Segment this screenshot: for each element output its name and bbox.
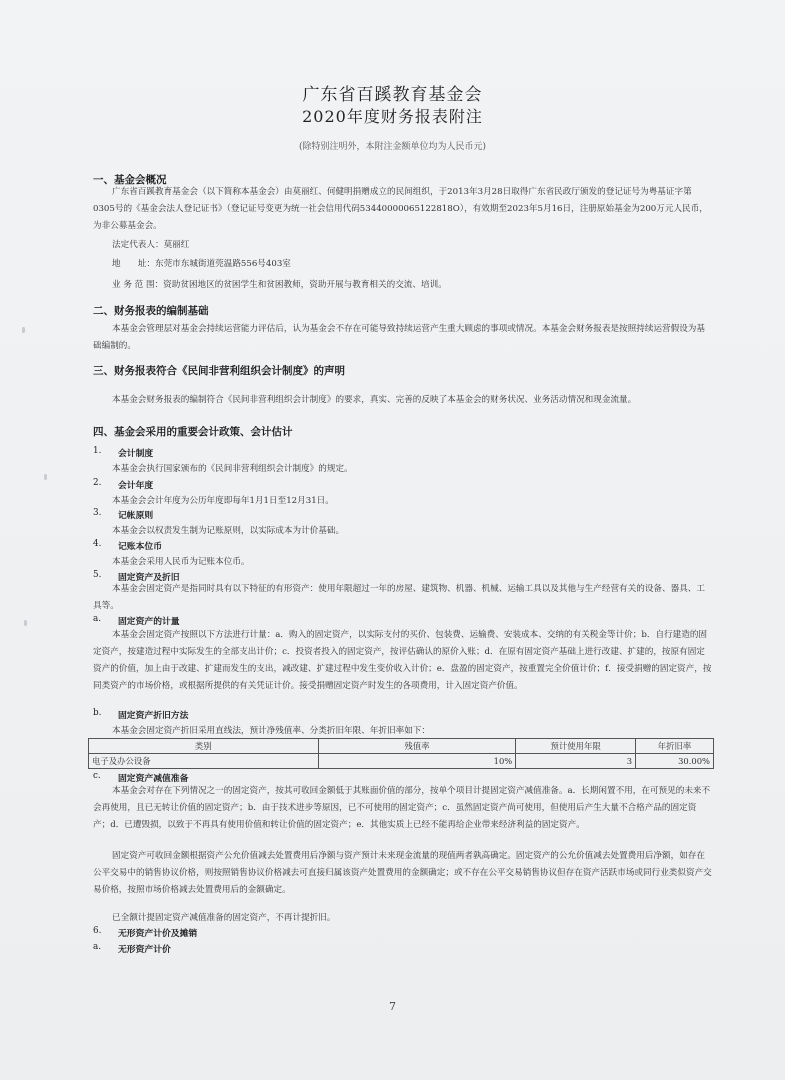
sub-6a-title: 无形资产计价: [118, 945, 171, 955]
scan-speck: [22, 327, 25, 333]
item-3-text: 本基金会以权责发生制为记账原则，以实际成本为计价基础。: [112, 526, 345, 536]
table-cell-category: 电子及办公设备: [89, 754, 319, 769]
item-1-number: 1.: [93, 446, 102, 456]
sub-c-label: c.: [93, 771, 101, 781]
item-2-text: 本基金会会计年度为公历年度即每年1月1日至12月31日。: [112, 496, 334, 506]
item-6-number: 6.: [93, 926, 102, 936]
table-header-category: 类别: [89, 739, 319, 754]
item-1-title: 会计制度: [118, 449, 154, 459]
impairment-paragraph-1: 本基金会对存在下列情况之一的固定资产，按其可收回金额低于其账面价值的部分，按单个项目计提固定资产减值准备。a．长期闲置不用，在可预见的未来不会再使用，且已无转让价值的固定资产；b．由于技术进步等原因，已不可使用的固定资产；c．虽然固定资产尚可使用，但使用后产生大量不合格产品的固定资产；d．已遭毁损，以致于不再具有使用价值和转让价值的固定资产；e．其他实质上已经不能再给企业带来经济利益的固定资产。: [93, 786, 711, 830]
section-3-heading: 三、财务报表符合《民间非营利组织会计制度》的声明: [93, 365, 345, 377]
section-3-paragraph: 本基金会财务报表的编制符合《民间非营利组织会计制度》的要求，真实、完善的反映了本基金会的财务状况、业务活动情况和现金流量。: [112, 395, 637, 405]
sub-b-title: 固定资产折旧方法: [118, 711, 189, 721]
item-4-number: 4.: [93, 539, 102, 549]
table-header-useful-life: 预计使用年限: [516, 739, 636, 754]
table-cell-useful-life: 3: [516, 754, 636, 769]
impairment-paragraph-2: 固定资产可收回金额根据资产公允价值减去处置费用后净额与资产预计未来现金流量的现值两者孰高确定。固定资产的公允价值减去处置费用后净额，如存在公平交易中的销售协议价格，则按照销售协议价格减去可直接归属该资产处置费用的金额确定；或不存在公平交易销售协议但存在资产活跃市场或同行业类似资产交易价格，按照市场价格减去处置费用后的金额确定。: [93, 851, 712, 895]
table-header-row: [89, 739, 714, 754]
business-scope: 业 务 范 围：资助贫困地区的贫困学生和贫困教师，资助开展与教育相关的交流、培训。: [112, 280, 447, 290]
page-number: 7: [389, 1000, 396, 1013]
depreciation-table: [88, 738, 714, 769]
item-3-number: 3.: [93, 508, 102, 518]
legal-representative: 法定代表人：莫丽红: [112, 240, 190, 250]
item-2-number: 2.: [93, 478, 102, 488]
section-2-heading: 二、财务报表的编制基础: [93, 305, 209, 317]
fixed-assets-measurement: 本基金会固定资产按照以下方法进行计量：a．购入的固定资产，以实际支付的买价、包装费、运输费、安装成本、交纳的有关税金等计价；b．自行建造的固定资产，按建造过程中实际发生的全部支出计价；c．投资者投入的固定资产，按评估确认的原价入账；d．在原有固定资产基础上进行改建、扩建的，按原有固定资产的价值，加上由于改建、扩建而发生的支出，减改建、扩建过程中发生变价收入计价；e．盘盈的固定资产，按重置完全价值计价；f．接受捐赠的固定资产，按同类资产的市场价格，或根据所提供的有关凭证计价。接受捐赠固定资产时发生的各项费用，计入固定资产价值。: [93, 630, 712, 691]
section-1-paragraph: 广东省百蹊教育基金会（以下简称本基金会）由莫丽红、何健明捐赠成立的民间组织，于2013年3月28日取得广东省民政厅颁发的登记证号为粤基证字第0305号的《基金会法人登记证书》（登记证号变更为统一社会信用代码53440000065122818O），有效期至2023年5月16日，注册原始基金为200万元人民币，为非公募基金会。: [93, 187, 708, 231]
sub-c-title: 固定资产减值准备: [118, 774, 189, 784]
scan-speck: [44, 474, 47, 480]
impairment-paragraph-3: 已全额计提固定资产减值准备的固定资产，不再计提折旧。: [112, 913, 336, 923]
report-title: 2020年度财务报表附注: [302, 107, 483, 126]
sub-a-label: a.: [93, 614, 102, 624]
item-3-title: 记帐原则: [118, 511, 154, 521]
sub-6a-label: a.: [93, 942, 102, 952]
address: 地 址：东莞市东城街道莞温路556号403室: [112, 259, 291, 269]
table-cell-residual-rate: 10%: [318, 754, 516, 769]
scan-speck: [24, 620, 27, 626]
item-6-title: 无形资产计价及摊销: [118, 929, 198, 939]
item-1-text: 本基金会执行国家颁布的《民间非营利组织会计制度》的规定。: [112, 464, 353, 474]
table-row: [89, 754, 714, 769]
section-4-heading: 四、基金会采用的重要会计政策、会计估计: [93, 426, 293, 438]
table-header-annual-rate: 年折旧率: [636, 739, 714, 754]
item-2-title: 会计年度: [118, 481, 154, 491]
item-5-title: 固定资产及折旧: [118, 573, 180, 583]
fixed-assets-definition: 本基金会固定资产是指同时具有以下特征的有形资产：使用年限超过一年的房屋、建筑物、机器、机械、运输工具以及其他与生产经营有关的设备、器具、工具等。: [93, 584, 705, 611]
depreciation-method-text: 本基金会固定资产折旧采用直线法，预计净残值率、分类折旧年限、年折旧率如下：: [112, 726, 430, 736]
section-1-heading: 一、基金会概况: [93, 174, 167, 186]
currency-note: (除特别注明外，本附注金额单位均为人民币元): [298, 142, 487, 152]
item-4-text: 本基金会采用人民币为记账本位币。: [112, 557, 250, 567]
table-cell-annual-rate: 30.00%: [636, 754, 714, 769]
section-2-paragraph: 本基金会管理层对基金会持续运营能力评估后，认为基金会不存在可能导致持续运营产生重大顾虑的事项或情况。本基金会财务报表是按照持续运营假设为基础编制的。: [93, 324, 705, 351]
item-4-title: 记账本位币: [118, 542, 162, 552]
table-header-residual-rate: 残值率: [318, 739, 516, 754]
sub-b-label: b.: [93, 708, 102, 718]
org-name: 广东省百蹊教育基金会: [302, 85, 483, 105]
item-5-number: 5.: [93, 570, 102, 580]
sub-a-title: 固定资产的计量: [118, 617, 180, 627]
